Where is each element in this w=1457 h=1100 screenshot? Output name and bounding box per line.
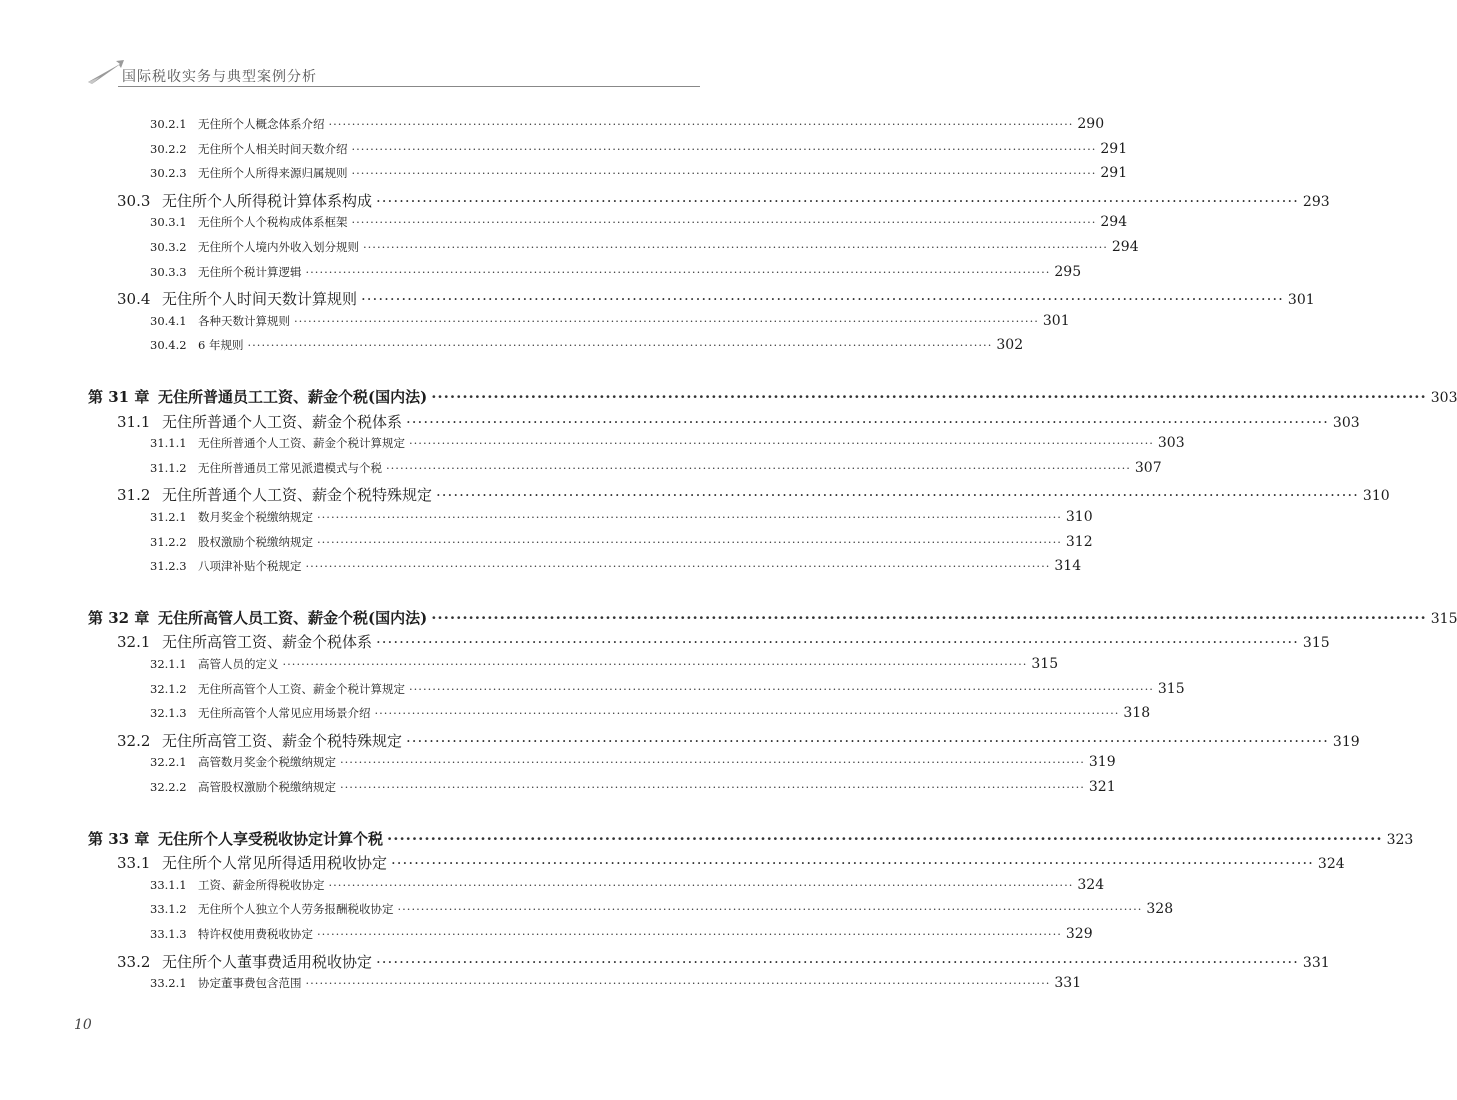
toc-entry-page: 307 xyxy=(1134,459,1162,476)
dot-leader: ································································································································································ xyxy=(391,854,1314,873)
toc-entry-page: 314 xyxy=(1054,558,1082,575)
toc-entry-number: 32.2.2 xyxy=(150,780,187,794)
dot-leader: ································································································································································ xyxy=(374,706,1120,721)
toc-entry-number: 31.1.1 xyxy=(150,436,187,451)
toc-section-entry[interactable] xyxy=(117,852,1345,873)
toc-entry-title: 无住所高管个人常见应用场景介绍 xyxy=(198,706,371,721)
toc-subsection-entry[interactable] xyxy=(150,533,1093,550)
dot-leader: ································································································································································ xyxy=(436,486,1359,505)
toc-entry-title: 各种天数计算规则 xyxy=(198,313,290,328)
toc-entry-title: 八项津补贴个税规定 xyxy=(198,559,302,574)
toc-entry-title: 无住所高管人员工资、薪金个税(国内法) xyxy=(158,608,428,627)
toc-entry-number: 第 33 章 xyxy=(88,829,150,848)
toc-entry-number: 30.4.2 xyxy=(150,338,187,353)
toc-entry-page: 291 xyxy=(1100,140,1128,157)
toc-entry-title: 无住所个人享受税收协定计算个税 xyxy=(158,829,384,848)
dot-leader: ································································································································································ xyxy=(387,829,1383,848)
toc-subsection-entry[interactable] xyxy=(150,926,1093,942)
toc-chapter-entry[interactable] xyxy=(88,386,1457,407)
toc-subsection-entry[interactable] xyxy=(150,165,1128,182)
toc-entry-page: 324 xyxy=(1077,876,1105,893)
toc-entry-title: 无住所普通个人工资、薪金个税特殊规定 xyxy=(162,486,433,505)
dot-leader: ································································································································································ xyxy=(406,731,1329,750)
dot-leader: ································································································································································ xyxy=(328,117,1074,131)
toc-entry-page: 303 xyxy=(1332,414,1360,431)
toc-entry-page: 318 xyxy=(1123,705,1151,722)
toc-subsection-entry[interactable] xyxy=(150,558,1082,575)
toc-section-entry[interactable] xyxy=(117,951,1330,972)
toc-entry-number: 32.2 xyxy=(117,731,151,750)
toc-entry-title: 6 年规则 xyxy=(198,338,244,353)
book-title: 国际税收实务与典型案例分析 xyxy=(122,69,317,85)
toc-entry-page: 294 xyxy=(1111,239,1139,255)
toc-entry-title: 无住所个税计算逻辑 xyxy=(198,264,302,279)
dot-leader: ································································································································································ xyxy=(431,388,1427,406)
dot-leader: ································································································································································ xyxy=(340,755,1085,770)
toc-entry-page: 310 xyxy=(1362,488,1390,505)
toc-entry-page: 331 xyxy=(1054,975,1082,992)
toc-entry-title: 股权激励个税缴纳规定 xyxy=(198,534,313,549)
dot-leader: ································································································································································ xyxy=(351,166,1097,181)
toc-subsection-entry[interactable] xyxy=(150,754,1116,771)
toc-entry-number: 第 32 章 xyxy=(88,608,150,627)
toc-entry-number: 30.2.1 xyxy=(150,117,187,131)
toc-entry-title: 工资、薪金所得税收协定 xyxy=(198,877,325,892)
toc-entry-title: 高管股权激励个税缴纳规定 xyxy=(198,780,336,794)
toc-entry-page: 331 xyxy=(1302,954,1330,971)
toc-subsection-entry[interactable] xyxy=(150,876,1105,893)
dot-leader: ································································································································································ xyxy=(363,240,1108,254)
toc-entry-number: 30.3.2 xyxy=(150,240,187,254)
dot-leader: ································································································································································ xyxy=(361,290,1284,309)
dot-leader: ································································································································································ xyxy=(305,559,1051,574)
toc-chapter-entry[interactable] xyxy=(88,607,1457,628)
toc-entry-page: 303 xyxy=(1157,435,1185,452)
toc-entry-page: 302 xyxy=(996,337,1024,354)
toc-entry-title: 无住所个人相关时间天数介绍 xyxy=(198,141,348,156)
toc-entry-title: 无住所高管工资、薪金个税体系 xyxy=(162,633,373,652)
toc-entry-page: 324 xyxy=(1317,856,1345,873)
toc-entry-number: 31.1 xyxy=(117,412,151,431)
toc-entry-page: 303 xyxy=(1430,390,1457,406)
toc-entry-number: 30.3.3 xyxy=(150,264,187,279)
toc-subsection-entry[interactable] xyxy=(150,680,1185,697)
toc-entry-number: 33.1.1 xyxy=(150,877,187,892)
toc-entry-number: 30.4 xyxy=(117,290,151,309)
toc-entry-page: 315 xyxy=(1302,635,1330,652)
dot-leader: ································································································································································ xyxy=(409,436,1154,451)
toc-subsection-entry[interactable] xyxy=(150,239,1139,255)
toc-entry-number: 30.4.1 xyxy=(150,313,187,328)
toc-entry-number: 30.2.3 xyxy=(150,166,187,181)
dot-leader: ································································································································································ xyxy=(305,264,1051,279)
dot-leader: ································································································································································ xyxy=(406,412,1329,431)
toc-entry-page: 321 xyxy=(1088,779,1116,795)
toc-subsection-entry[interactable] xyxy=(150,214,1128,231)
toc-entry-number: 31.2.2 xyxy=(150,534,187,549)
toc-entry-title: 高管数月奖金个税缴纳规定 xyxy=(198,755,336,770)
toc-subsection-entry[interactable] xyxy=(150,459,1162,476)
toc-subsection-entry[interactable] xyxy=(150,312,1070,329)
dot-leader: ································································································································································ xyxy=(294,313,1039,328)
toc-subsection-entry[interactable] xyxy=(150,901,1174,918)
toc-entry-page: 329 xyxy=(1065,926,1093,942)
toc-section-entry[interactable] xyxy=(117,631,1330,652)
toc-entry-title: 无住所个人董事费适用税收协定 xyxy=(162,952,373,971)
toc-entry-title: 无住所普通个人工资、薪金个税体系 xyxy=(162,412,403,431)
toc-entry-title: 无住所普通个人工资、薪金个税计算规定 xyxy=(198,436,405,451)
toc-entry-number: 30.2.2 xyxy=(150,141,187,156)
toc-entry-number: 31.2.1 xyxy=(150,510,187,524)
toc-subsection-entry[interactable] xyxy=(150,140,1128,157)
toc-entry-number: 33.2.1 xyxy=(150,976,187,991)
toc-entry-title: 无住所高管工资、薪金个税特殊规定 xyxy=(162,731,403,750)
toc-entry-page: 323 xyxy=(1386,831,1414,848)
toc-entry-page: 315 xyxy=(1157,680,1185,697)
toc-entry-page: 294 xyxy=(1100,214,1128,231)
dot-leader: ································································································································································ xyxy=(376,952,1299,971)
toc-entry-page: 312 xyxy=(1065,533,1093,550)
toc-chapter-entry[interactable] xyxy=(88,828,1414,849)
dot-leader: ································································································································································ xyxy=(305,976,1051,991)
toc-entry-number: 30.3 xyxy=(117,191,151,210)
toc-entry-number: 31.2.3 xyxy=(150,559,187,574)
dot-leader: ································································································································································ xyxy=(431,608,1427,627)
toc-entry-number: 第 31 章 xyxy=(88,388,150,406)
dot-leader: ································································································································································ xyxy=(317,927,1062,941)
toc-entry-number: 33.2 xyxy=(117,952,151,971)
toc-entry-page: 315 xyxy=(1031,656,1059,672)
toc-entry-title: 高管人员的定义 xyxy=(198,657,279,671)
toc-entry-title: 无住所个人概念体系介绍 xyxy=(198,117,325,131)
dot-leader: ································································································································································ xyxy=(247,338,993,353)
toc-entry-page: 319 xyxy=(1088,754,1116,771)
toc-subsection-entry[interactable] xyxy=(150,435,1185,452)
toc-entry-title: 无住所个人所得税计算体系构成 xyxy=(162,191,373,210)
toc-subsection-entry[interactable] xyxy=(150,263,1082,280)
toc-section-entry[interactable] xyxy=(117,484,1390,505)
toc-entry-number: 33.1.3 xyxy=(150,927,187,941)
toc-subsection-entry[interactable] xyxy=(150,975,1082,992)
dot-leader: ································································································································································ xyxy=(282,657,1028,671)
dot-leader: ································································································································································ xyxy=(317,510,1062,524)
toc-entry-page: 315 xyxy=(1430,610,1457,627)
toc-subsection-entry[interactable] xyxy=(150,509,1093,525)
toc-entry-number: 32.1 xyxy=(117,633,151,652)
toc-entry-page: 301 xyxy=(1042,312,1070,329)
toc-entry-number: 31.1.2 xyxy=(150,460,187,475)
toc-entry-number: 32.1.2 xyxy=(150,681,187,696)
toc-entry-title: 无住所普通员工工资、薪金个税(国内法) xyxy=(158,388,428,406)
toc-entry-title: 数月奖金个税缴纳规定 xyxy=(198,510,313,524)
toc-section-entry[interactable] xyxy=(117,730,1360,751)
toc-entry-page: 310 xyxy=(1065,509,1093,525)
dot-leader: ································································································································································ xyxy=(340,780,1085,794)
dot-leader: ································································································································································ xyxy=(409,681,1154,696)
toc-entry-title: 无住所普通员工常见派遣模式与个税 xyxy=(198,460,382,475)
toc-entry-title: 无住所个人境内外收入划分规则 xyxy=(198,240,359,254)
toc-entry-number: 33.1 xyxy=(117,854,151,873)
toc-entry-title: 无住所个人常见所得适用税收协定 xyxy=(162,854,388,873)
toc-subsection-entry[interactable] xyxy=(150,116,1105,132)
toc-entry-page: 290 xyxy=(1077,116,1105,132)
toc-entry-page: 328 xyxy=(1146,901,1174,918)
toc-entry-title: 协定董事费包含范围 xyxy=(198,976,302,991)
toc-subsection-entry[interactable] xyxy=(150,779,1116,795)
toc-entry-page: 293 xyxy=(1302,193,1330,210)
toc-entry-page: 295 xyxy=(1054,263,1082,280)
dot-leader: ································································································································································ xyxy=(351,141,1097,156)
toc-entry-number: 33.1.2 xyxy=(150,902,187,917)
toc-entry-number: 30.3.1 xyxy=(150,215,187,230)
toc-section-entry[interactable] xyxy=(117,411,1360,432)
toc-entry-title: 无住所个人独立个人劳务报酬税收协定 xyxy=(198,902,394,917)
toc-section-entry[interactable] xyxy=(117,190,1330,211)
toc-subsection-entry[interactable] xyxy=(150,337,1024,354)
toc-subsection-entry[interactable] xyxy=(150,656,1059,672)
toc-subsection-entry[interactable] xyxy=(150,705,1151,722)
toc-entry-number: 32.1.1 xyxy=(150,657,187,671)
dot-leader: ································································································································································ xyxy=(397,902,1143,917)
page-number: 10 xyxy=(74,1017,92,1033)
toc-entry-number: 32.1.3 xyxy=(150,706,187,721)
dot-leader: ································································································································································ xyxy=(328,877,1074,892)
toc-entry-page: 291 xyxy=(1100,165,1128,182)
toc-entry-title: 无住所高管个人工资、薪金个税计算规定 xyxy=(198,681,405,696)
dot-leader: ································································································································································ xyxy=(351,215,1097,230)
toc-section-entry[interactable] xyxy=(117,288,1315,309)
toc-entry-title: 特许权使用费税收协定 xyxy=(198,927,313,941)
dot-leader: ································································································································································ xyxy=(376,633,1299,652)
toc-entry-title: 无住所个人时间天数计算规则 xyxy=(162,290,358,309)
toc-entry-number: 31.2 xyxy=(117,486,151,505)
toc-entry-number: 32.2.1 xyxy=(150,755,187,770)
toc-entry-title: 无住所个人所得来源归属规则 xyxy=(198,166,348,181)
toc-entry-page: 301 xyxy=(1287,292,1315,309)
toc-entry-title: 无住所个人个税构成体系框架 xyxy=(198,215,348,230)
toc-entry-page: 319 xyxy=(1332,733,1360,750)
dot-leader: ································································································································································ xyxy=(317,534,1062,549)
dot-leader: ································································································································································ xyxy=(386,460,1131,475)
dot-leader: ································································································································································ xyxy=(376,191,1299,210)
